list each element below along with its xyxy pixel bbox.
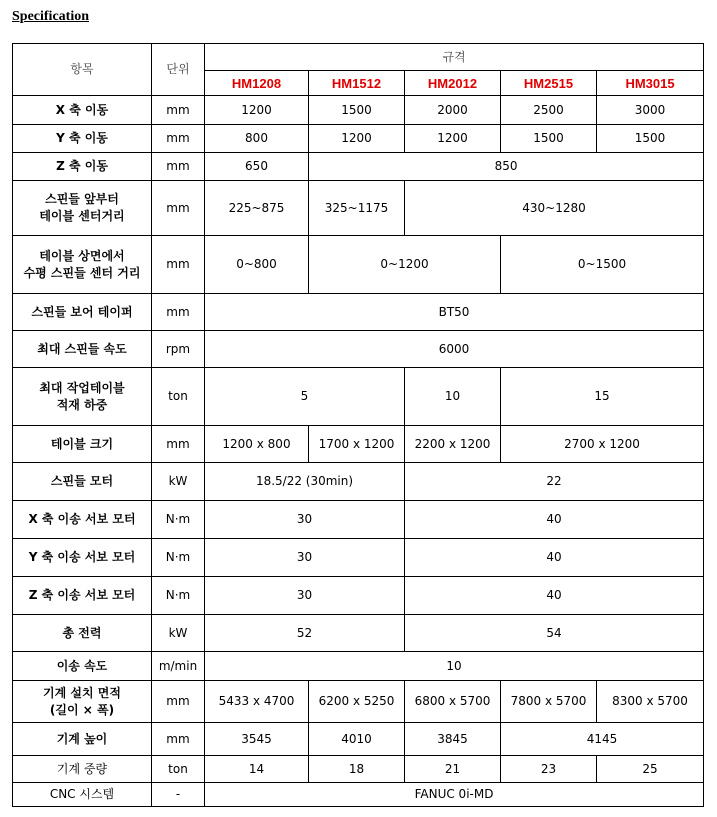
row-label: Y 축 이송 서보 모터 xyxy=(13,539,152,577)
cell-value: 0~1200 xyxy=(309,236,501,294)
cell-value: 3845 xyxy=(405,723,501,756)
row-unit: mm xyxy=(152,723,205,756)
row-unit: - xyxy=(152,783,205,807)
cell-value: 6000 xyxy=(205,331,704,368)
cell-value: 2700 x 1200 xyxy=(501,426,704,463)
header-unit: 단위 xyxy=(152,44,205,96)
table-row xyxy=(13,236,704,294)
cell-value: 15 xyxy=(501,368,704,426)
row-label: Z 축 이동 xyxy=(13,153,152,181)
row-unit: mm xyxy=(152,125,205,153)
row-label: Z 축 이송 서보 모터 xyxy=(13,577,152,615)
table-row xyxy=(13,368,704,426)
row-unit: mm xyxy=(152,426,205,463)
cell-value: 10 xyxy=(205,652,704,681)
cell-value: 1500 xyxy=(597,125,704,153)
table-row xyxy=(13,426,704,463)
row-label-line: 테이블 센터거리 xyxy=(39,209,125,223)
cell-value: 1700 x 1200 xyxy=(309,426,405,463)
cell-value: 18.5/22 (30min) xyxy=(205,463,405,501)
table-row xyxy=(13,723,704,756)
table-row xyxy=(13,539,704,577)
row-unit: N·m xyxy=(152,539,205,577)
row-unit: ton xyxy=(152,756,205,783)
row-label: 스핀들 보어 테이퍼 xyxy=(13,294,152,331)
table-row xyxy=(13,756,704,783)
table-row xyxy=(13,615,704,652)
cell-value: 800 xyxy=(205,125,309,153)
cell-value: 650 xyxy=(205,153,309,181)
cell-value: 40 xyxy=(405,577,704,615)
table-row xyxy=(13,652,704,681)
row-label: 테이블 크기 xyxy=(13,426,152,463)
cell-value: 1200 x 800 xyxy=(205,426,309,463)
cell-value: 2500 xyxy=(501,96,597,125)
row-unit: mm xyxy=(152,153,205,181)
row-label: X 축 이동 xyxy=(13,96,152,125)
cell-value: 40 xyxy=(405,539,704,577)
row-label: 스핀들 모터 xyxy=(13,463,152,501)
table-row xyxy=(13,294,704,331)
table-row xyxy=(13,96,704,125)
row-unit: kW xyxy=(152,615,205,652)
cell-value: 5 xyxy=(205,368,405,426)
cell-value: 1200 xyxy=(309,125,405,153)
table-row xyxy=(13,125,704,153)
row-unit: m/min xyxy=(152,652,205,681)
row-label: X 축 이송 서보 모터 xyxy=(13,501,152,539)
cell-value: 18 xyxy=(309,756,405,783)
cell-value: 52 xyxy=(205,615,405,652)
cell-value: 7800 x 5700 xyxy=(501,681,597,723)
cell-value: 8300 x 5700 xyxy=(597,681,704,723)
table-row xyxy=(13,501,704,539)
cell-value: 1500 xyxy=(309,96,405,125)
table-row xyxy=(13,181,704,236)
cell-value: 30 xyxy=(205,539,405,577)
row-label-line: (길이 × 폭) xyxy=(49,702,115,717)
row-label: 총 전력 xyxy=(13,615,152,652)
table-row xyxy=(13,463,704,501)
cell-value: 1500 xyxy=(501,125,597,153)
row-unit: mm xyxy=(152,681,205,723)
model-header: HM1208 xyxy=(205,71,309,96)
cell-value: 1200 xyxy=(205,96,309,125)
cell-value: 3545 xyxy=(205,723,309,756)
row-label-line: 수평 스핀들 센터 거리 xyxy=(23,265,141,280)
header-item: 항목 xyxy=(13,44,152,96)
table-row xyxy=(13,783,704,807)
row-unit: rpm xyxy=(152,331,205,368)
table-row xyxy=(13,577,704,615)
cell-value: 54 xyxy=(405,615,704,652)
row-label-line: 기계 설치 면적 xyxy=(43,685,121,700)
row-label xyxy=(13,236,152,294)
table-row xyxy=(13,681,704,723)
cell-value: 25 xyxy=(597,756,704,783)
header-spec: 규격 xyxy=(205,44,704,71)
row-label: 최대 스핀들 속도 xyxy=(13,331,152,368)
cell-value: 225~875 xyxy=(205,181,309,236)
table-row xyxy=(13,331,704,368)
row-label: 이송 속도 xyxy=(13,652,152,681)
cell-value: 6800 x 5700 xyxy=(405,681,501,723)
cell-value: 4145 xyxy=(501,723,704,756)
cell-value: 0~800 xyxy=(205,236,309,294)
cell-value: 6200 x 5250 xyxy=(309,681,405,723)
cell-value: 1200 xyxy=(405,125,501,153)
cell-value: 430~1280 xyxy=(405,181,704,236)
cell-value: 4010 xyxy=(309,723,405,756)
cell-value: 30 xyxy=(205,577,405,615)
row-unit: mm xyxy=(152,181,205,236)
cell-value: 14 xyxy=(205,756,309,783)
row-unit: kW xyxy=(152,463,205,501)
page-title: Specification xyxy=(12,9,89,24)
cell-value: 30 xyxy=(205,501,405,539)
cell-value: 2200 x 1200 xyxy=(405,426,501,463)
row-label-line: 적재 하중 xyxy=(56,397,108,412)
row-label xyxy=(13,368,152,426)
row-label: 기계 중량 xyxy=(13,756,152,783)
cell-value: 22 xyxy=(405,463,704,501)
cell-value: FANUC 0i-MD xyxy=(205,783,704,807)
row-label xyxy=(13,681,152,723)
model-header: HM2515 xyxy=(501,71,597,96)
cell-value: 23 xyxy=(501,756,597,783)
row-label-line: 테이블 상면에서 xyxy=(39,248,125,263)
cell-value: 3000 xyxy=(597,96,704,125)
cell-value: BT50 xyxy=(205,294,704,331)
cell-value: 850 xyxy=(309,153,704,181)
cell-value: 2000 xyxy=(405,96,501,125)
row-label-line: 스핀들 앞부터 xyxy=(45,192,119,206)
model-header: HM1512 xyxy=(309,71,405,96)
cell-value: 325~1175 xyxy=(309,181,405,236)
cell-value: 0~1500 xyxy=(501,236,704,294)
row-label: CNC 시스템 xyxy=(13,783,152,807)
row-label-line: 최대 작업테이블 xyxy=(39,380,125,395)
row-unit: N·m xyxy=(152,577,205,615)
cell-value: 10 xyxy=(405,368,501,426)
cell-value: 21 xyxy=(405,756,501,783)
row-unit: mm xyxy=(152,294,205,331)
row-label: 기계 높이 xyxy=(13,723,152,756)
model-header: HM2012 xyxy=(405,71,501,96)
cell-value: 40 xyxy=(405,501,704,539)
row-unit: ton xyxy=(152,368,205,426)
row-label xyxy=(13,181,152,236)
row-label: Y 축 이동 xyxy=(13,125,152,153)
cell-value: 5433 x 4700 xyxy=(205,681,309,723)
specification-table xyxy=(12,43,704,807)
row-unit: mm xyxy=(152,96,205,125)
model-header: HM3015 xyxy=(597,71,704,96)
row-unit: N·m xyxy=(152,501,205,539)
table-row xyxy=(13,153,704,181)
row-unit: mm xyxy=(152,236,205,294)
